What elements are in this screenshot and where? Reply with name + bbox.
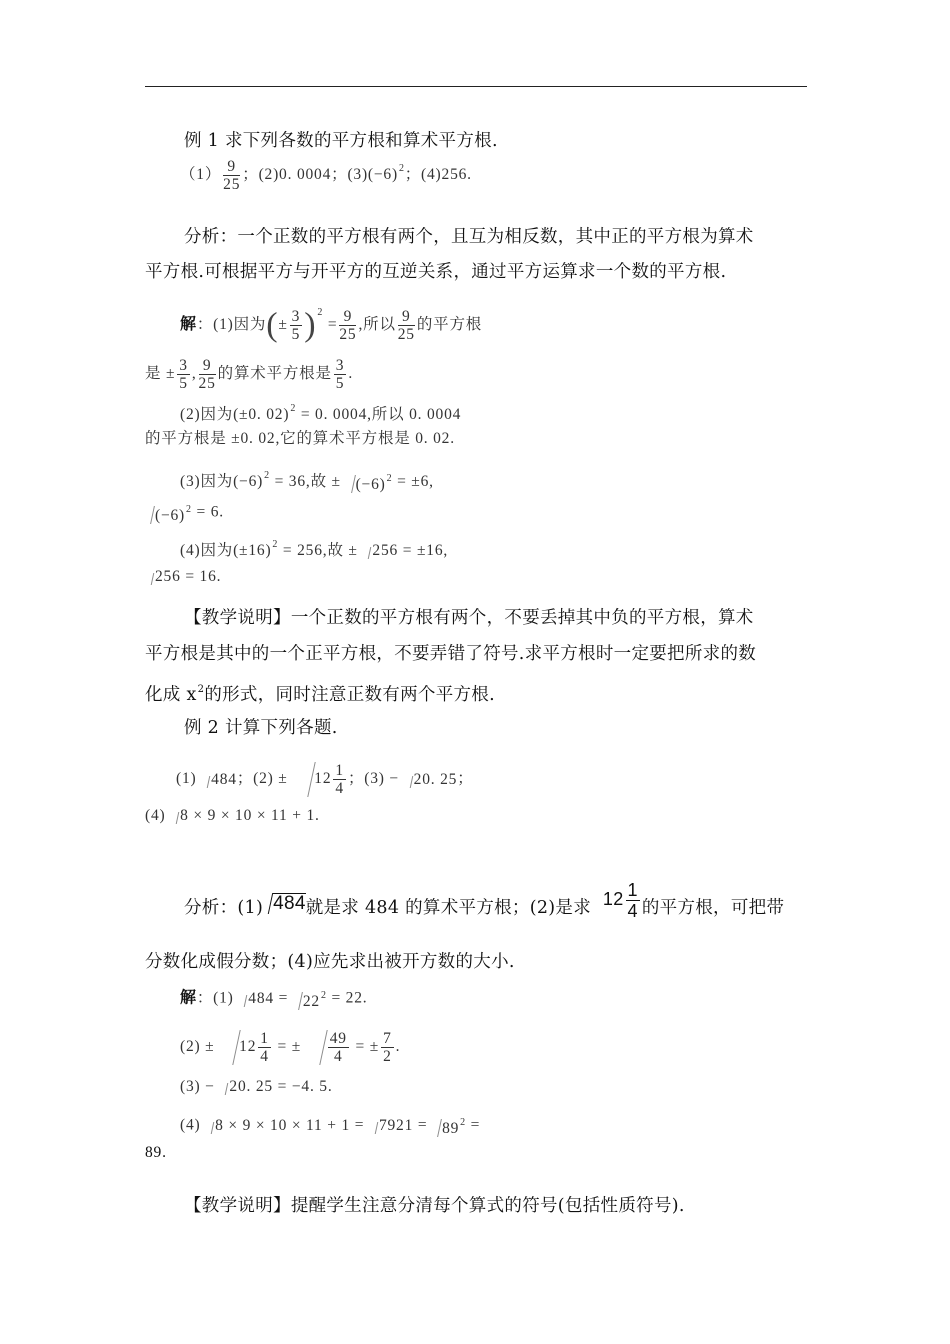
example2-solution-2: (2) ± 12 $\frac{1}{4}$ = ± $\frac{49}{4}$ = ± $\frac{7}{2}$ . xyxy=(180,1030,401,1065)
example2-problems-line2: (4) 8 × 9 × 10 × 11 + 1. xyxy=(145,807,320,825)
radical: $89^2$ xyxy=(432,1113,466,1139)
example2-problems-line1: (1) 484；(2) ± 12 $\frac{1}{4}$ ；(3) − 20. 25； xyxy=(176,762,474,797)
example1-solution-4-line2: 256 = 16. xyxy=(145,567,221,587)
example1-solution-2-line2: 的平方根是 ±0. 02,它的算术平方根是 0. 02. xyxy=(145,430,455,447)
radical: $(-6)^2$ xyxy=(346,469,393,495)
example2-solution-4-line1: (4) $8 \times 9 \times 10 \times 11 + 1 = 7921 = 89^2$ = xyxy=(180,1113,480,1139)
radical: $\frac{49}{4}$ xyxy=(316,1030,351,1065)
radical: 484 xyxy=(263,893,306,914)
example1-solution-3-line2: $(-6)^2 = 6$. xyxy=(145,500,224,526)
radical: 12 $\frac{1}{4}$ xyxy=(304,762,348,797)
radical: $(-6)^2$ xyxy=(145,500,192,526)
radical: 20. 25 xyxy=(219,1077,273,1097)
example1-analysis-line2: 平方根.可根据平方与开平方的互逆关系，通过平方运算求一个数的平方根. xyxy=(145,262,727,282)
radical: 20. 25 xyxy=(404,770,458,790)
example1-analysis-line1: 分析：一个正数的平方根有两个，且互为相反数，其中正的平方根为算术 xyxy=(184,227,754,247)
example2-note: 【教学说明】提醒学生注意分清每个算式的符号(包括性质符号). xyxy=(184,1196,685,1216)
example1-solution-2-line1: (2)因为(±0. 02)$^2$ = 0. 0004,所以 0. 0004 xyxy=(180,403,462,423)
example1-note-line3: 化成 $x^2$的形式，同时注意正数有两个平方根. xyxy=(145,684,495,705)
example1-solution-3-line1: (3)因为$(-6)^2 = 36$,故 ± $(-6)^2 = \pm 6$, xyxy=(180,470,434,494)
radical: 8 × 9 × 10 × 11 + 1 xyxy=(205,1116,350,1136)
example1-problems: （1） $\frac{9}{25}$ ；(2)0. 0004；$(3)(-6)^2$；(4)256. xyxy=(180,158,472,193)
example1-solution-1-line2: 是 ± $\frac{3}{5}$ , $\frac{9}{25}$ 的算术平方根是 $\frac{3}{5}$ . xyxy=(145,357,354,392)
example1-note-line1: 【教学说明】一个正数的平方根有两个，不要丢掉其中负的平方根，算术 xyxy=(184,608,754,628)
radical: $22^2$ xyxy=(293,986,327,1012)
example2-analysis-line2: 分数化成假分数；(4)应先求出被开方数的大小. xyxy=(145,952,515,972)
header-rule xyxy=(145,86,807,87)
radical: 12 $\frac{1}{4}$ xyxy=(229,1030,273,1065)
radical: 256 xyxy=(145,567,181,587)
example2-solution-4-line2: 89. xyxy=(145,1144,167,1161)
example2-solution-1: 解：(1) $484 = 22^2 = 22$. xyxy=(180,986,367,1012)
radical: 484 xyxy=(238,989,274,1009)
radical: 8 × 9 × 10 × 11 + 1 xyxy=(170,806,315,826)
example2-analysis-line1: 分析：(1) 484就是求 484 的算术平方根；(2)是求 12 $\frac{1}{4}$ 的平方根，可把带 xyxy=(184,880,785,921)
radical: 7921 xyxy=(369,1116,413,1136)
example1-solution-4-line1: (4)因为$(\pm 16)^2 = 256$,故 ± 256 = ±16, xyxy=(180,539,449,560)
example1-solution-1-line1: 解：(1)因为(± $\frac{3}{5}$ )$^2$ = $\frac{9}{25}$ ,所以 $\frac{9}{25}$ 的平方根 xyxy=(180,306,483,344)
example2-solution-3: (3) − 20. 25 = −4. 5. xyxy=(180,1078,333,1096)
example1-note-line2: 平方根是其中的一个正平方根，不要弄错了符号.求平方根时一定要把所求的数 xyxy=(145,644,757,664)
fraction: $\frac{9}{25}$ xyxy=(223,158,241,193)
example2-title: 例 2 计算下列各题. xyxy=(184,718,338,738)
radical: 256 xyxy=(362,541,398,561)
radical: 484 xyxy=(201,770,237,790)
example1-title: 例 1 求下列各数的平方根和算术平方根. xyxy=(184,131,498,151)
